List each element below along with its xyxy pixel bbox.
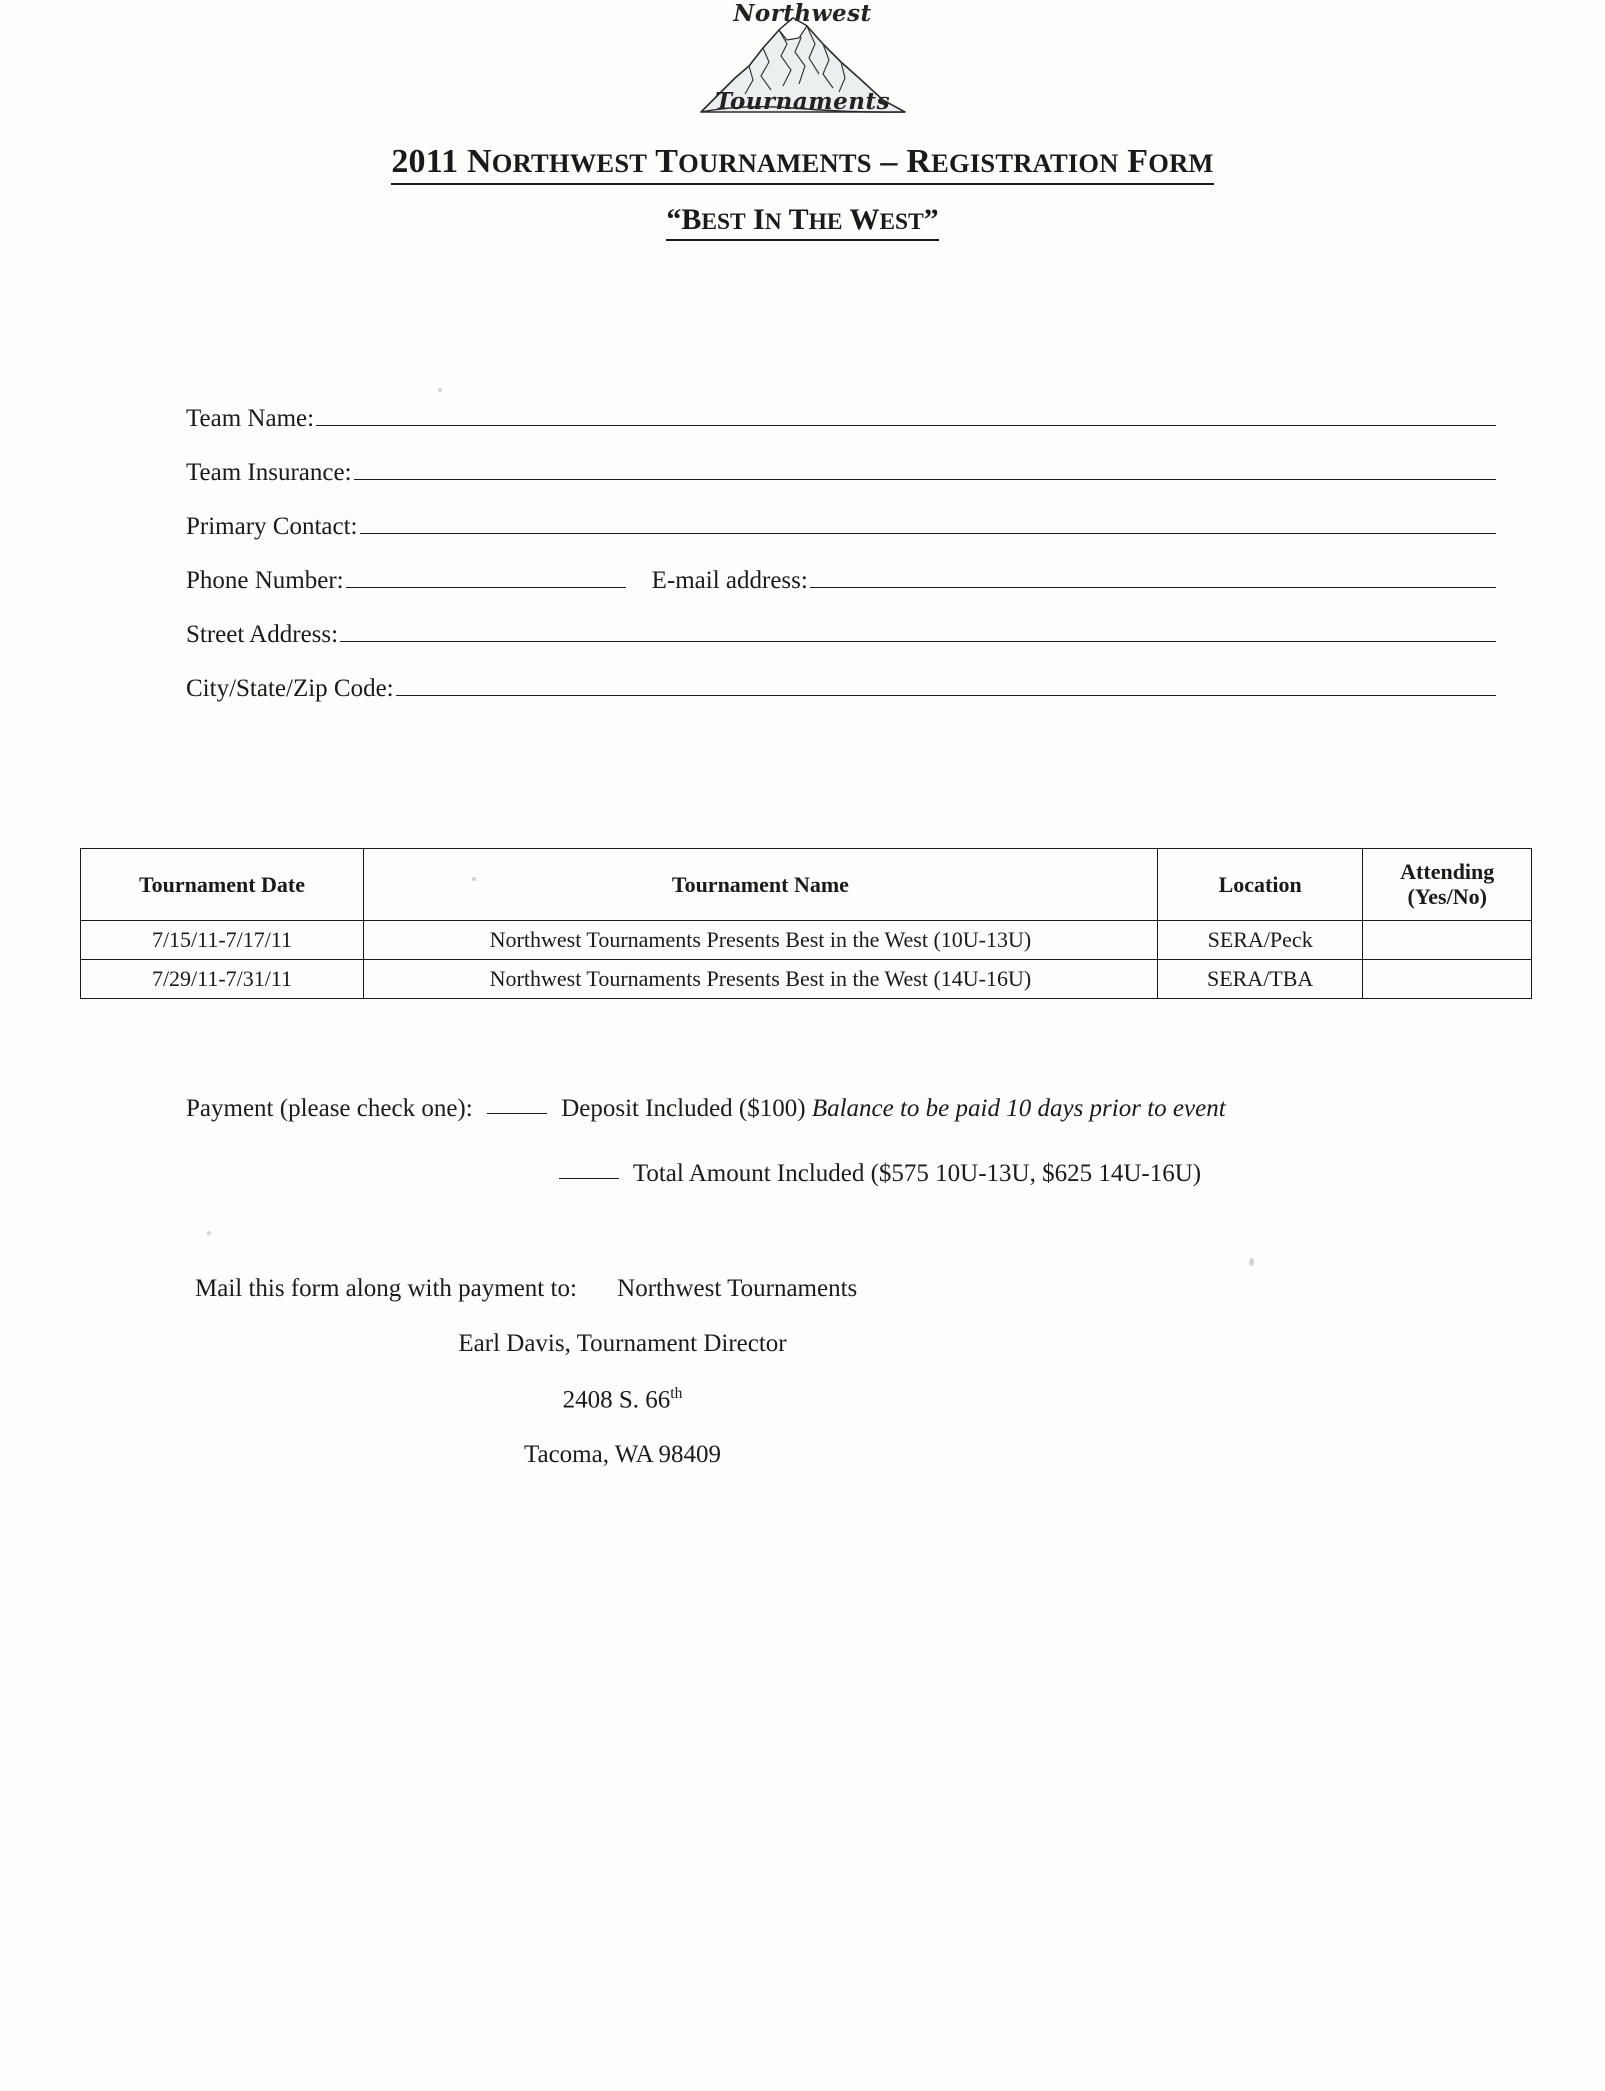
- mail-street-number: 2408 S. 66: [562, 1386, 671, 1414]
- row1-location: SERA/Peck: [1157, 920, 1363, 959]
- mailing-section: [0, 1275, 1605, 1469]
- row2-date: 7/29/11-7/31/11: [81, 959, 364, 998]
- header-attending-line1: Attending: [1400, 859, 1495, 884]
- city-state-zip-label: City/State/Zip Code:: [186, 675, 394, 702]
- mail-instruction-line: [195, 1275, 1605, 1303]
- row1-name: Northwest Tournaments Presents Best in the West (10U-13U): [364, 920, 1158, 959]
- row2-name: Northwest Tournaments Presents Best in the West (14U-16U): [364, 959, 1158, 998]
- scan-speck: [438, 388, 442, 392]
- page-title: [0, 143, 1605, 181]
- primary-contact-input[interactable]: [360, 516, 1497, 534]
- northwest-tournaments-logo: [683, 0, 923, 145]
- tournament-table: [80, 848, 1532, 999]
- team-name-label: Team Name:: [186, 405, 315, 432]
- payment-line-total: [551, 1160, 1506, 1188]
- mail-city: Tacoma, WA 98409: [523, 1441, 722, 1469]
- phone-number-label: Phone Number:: [186, 567, 344, 594]
- team-insurance-label: Team Insurance:: [186, 459, 352, 486]
- payment-section: [186, 1095, 1506, 1187]
- row2-location: SERA/TBA: [1157, 959, 1363, 998]
- header-tournament-name: Tournament Name: [364, 849, 1158, 921]
- page-subtitle: [0, 203, 1605, 237]
- field-team-name: [186, 405, 1496, 433]
- scan-speck: [472, 877, 476, 881]
- row2-attending-input[interactable]: [1363, 959, 1532, 998]
- field-team-insurance: [186, 459, 1496, 487]
- logo-header: [0, 0, 1605, 150]
- registration-fields: [186, 405, 1496, 729]
- total-label: Total Amount Included ($575 10U-13U, $625 14U-16U): [632, 1159, 1202, 1187]
- tournament-table-wrap: [80, 848, 1532, 999]
- street-address-label: Street Address:: [186, 621, 339, 648]
- header-attending-line2: (Yes/No): [1407, 884, 1487, 910]
- header-location: Location: [1157, 849, 1363, 921]
- primary-contact-label: Primary Contact:: [186, 513, 358, 540]
- payment-line-deposit: [186, 1095, 1506, 1123]
- header-attending: [1363, 849, 1532, 921]
- field-city-state-zip: [186, 675, 1496, 703]
- logo-top-text: Northwest: [733, 0, 872, 27]
- email-address-input[interactable]: [810, 570, 1496, 588]
- field-phone-email: [186, 567, 1496, 595]
- city-state-zip-input[interactable]: [396, 678, 1496, 696]
- field-street-address: [186, 621, 1496, 649]
- page-subtitle-text: “BEST IN THE WEST”: [666, 203, 938, 241]
- page-title-text: 2011 NORTHWEST TOURNAMENTS – REGISTRATION FORM: [391, 143, 1213, 185]
- street-address-input[interactable]: [340, 624, 1496, 642]
- total-checkbox[interactable]: [559, 1178, 619, 1179]
- mail-street-ordinal: th: [670, 1385, 683, 1402]
- team-insurance-input[interactable]: [354, 462, 1496, 480]
- table-row: [81, 920, 1532, 959]
- team-name-input[interactable]: [316, 408, 1496, 426]
- email-address-label: E-mail address:: [651, 567, 808, 594]
- deposit-checkbox[interactable]: [487, 1113, 547, 1114]
- mail-director: Earl Davis, Tournament Director: [458, 1330, 787, 1357]
- row1-date: 7/15/11-7/17/11: [81, 920, 364, 959]
- table-row: [81, 959, 1532, 998]
- payment-prompt: Payment (please check one):: [186, 1095, 473, 1122]
- mail-recipient: Northwest Tournaments: [617, 1275, 858, 1302]
- deposit-label: Deposit Included ($100): [561, 1095, 806, 1122]
- header-tournament-date: Tournament Date: [81, 849, 364, 921]
- row1-attending-input[interactable]: [1363, 920, 1532, 959]
- mail-street: [0, 1385, 1245, 1414]
- table-header-row: [81, 849, 1532, 921]
- scan-speck: [207, 1231, 211, 1235]
- deposit-note: Balance to be paid 10 days prior to event: [811, 1095, 1226, 1122]
- scan-speck: [1249, 1258, 1254, 1266]
- mail-instruction: Mail this form along with payment to:: [195, 1275, 577, 1302]
- field-primary-contact: [186, 513, 1496, 541]
- logo-bottom-text: Tournaments: [714, 88, 891, 115]
- phone-number-input[interactable]: [346, 570, 626, 588]
